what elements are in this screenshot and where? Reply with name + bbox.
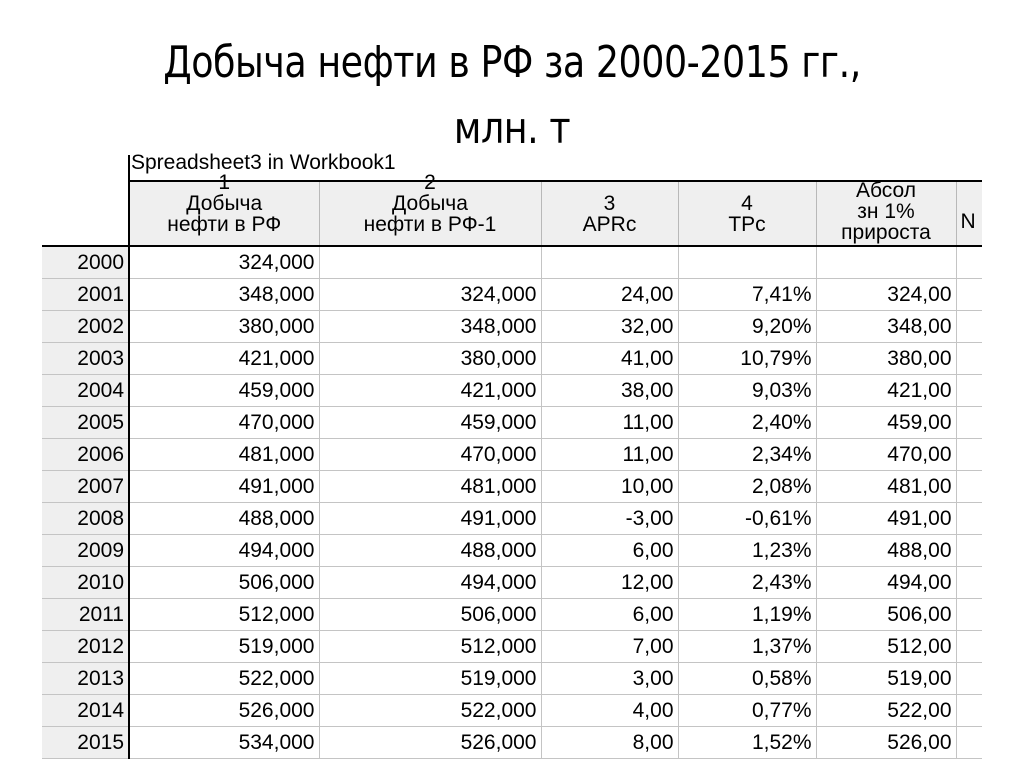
- corner-cell[interactable]: [42, 181, 129, 246]
- table-cell[interactable]: 522,000: [319, 695, 541, 727]
- slide-title: [41, 30, 983, 162]
- table-cell[interactable]: 470,000: [319, 439, 541, 471]
- table-cell-partial[interactable]: [956, 567, 982, 599]
- table-row: [42, 727, 982, 759]
- table-cell[interactable]: 324,000: [319, 279, 541, 311]
- slide-title-line1: Добыча нефти в РФ за 2000-2015 гг.,: [163, 37, 861, 88]
- table-cell[interactable]: 491,000: [319, 503, 541, 535]
- table-cell[interactable]: 9,03%: [678, 375, 816, 407]
- table-cell[interactable]: 4,00: [541, 695, 678, 727]
- table-cell[interactable]: 8,00: [541, 727, 678, 759]
- table-row: [42, 503, 982, 535]
- column-label-2: нефти в РФ: [167, 213, 282, 236]
- table-cell-partial[interactable]: [956, 727, 982, 759]
- table-row: [42, 663, 982, 695]
- row-header-year[interactable]: 2000: [42, 246, 129, 279]
- column-header[interactable]: [319, 171, 541, 246]
- table-cell-partial[interactable]: [956, 599, 982, 631]
- table-cell[interactable]: 9,20%: [678, 311, 816, 343]
- table-cell[interactable]: 459,00: [816, 407, 956, 439]
- column-header[interactable]: [541, 181, 678, 246]
- table-cell[interactable]: 348,000: [319, 311, 541, 343]
- table-cell[interactable]: 459,000: [129, 375, 319, 407]
- table-cell[interactable]: 522,000: [129, 663, 319, 695]
- row-header-year[interactable]: 2013: [42, 663, 129, 695]
- table-cell[interactable]: 380,000: [129, 311, 319, 343]
- row-header-year[interactable]: 2004: [42, 375, 129, 407]
- table-cell[interactable]: 488,000: [319, 535, 541, 567]
- table-cell[interactable]: 324,000: [129, 246, 319, 279]
- table-cell[interactable]: 324,00: [816, 279, 956, 311]
- table-row: [42, 567, 982, 599]
- row-header-year[interactable]: 2012: [42, 631, 129, 663]
- table-cell[interactable]: 494,00: [816, 567, 956, 599]
- spreadsheet-caption: Spreadsheet3 in Workbook1: [131, 151, 396, 174]
- spreadsheet-grid[interactable]: [42, 171, 982, 754]
- table-cell[interactable]: 10,79%: [678, 343, 816, 375]
- column-label: N: [960, 210, 976, 233]
- column-label-2: прироста: [841, 221, 931, 244]
- table-cell[interactable]: 522,00: [816, 695, 956, 727]
- table-cell[interactable]: 488,000: [129, 503, 319, 535]
- table-cell[interactable]: 421,000: [319, 375, 541, 407]
- table-row: [42, 599, 982, 631]
- row-header-year[interactable]: 2001: [42, 279, 129, 311]
- table-cell-partial[interactable]: [956, 503, 982, 535]
- column-number: 4: [741, 191, 753, 215]
- table-row: [42, 375, 982, 407]
- table-cell-partial[interactable]: [956, 471, 982, 503]
- table-cell[interactable]: 7,00: [541, 631, 678, 663]
- table-cell-partial[interactable]: [956, 343, 982, 375]
- table-cell[interactable]: 494,000: [129, 535, 319, 567]
- table-cell[interactable]: 488,00: [816, 535, 956, 567]
- column-header[interactable]: [678, 181, 816, 246]
- table-row: [42, 535, 982, 567]
- row-header-year[interactable]: 2008: [42, 503, 129, 535]
- table-cell[interactable]: 512,000: [319, 631, 541, 663]
- table-cell[interactable]: 470,000: [129, 407, 319, 439]
- table-cell-partial[interactable]: [956, 695, 982, 727]
- row-header-year[interactable]: 2015: [42, 727, 129, 759]
- table-cell[interactable]: 3,00: [541, 663, 678, 695]
- data-table: [42, 171, 982, 759]
- table-cell[interactable]: 6,00: [541, 535, 678, 567]
- table-row: [42, 246, 982, 279]
- row-header-year[interactable]: 2006: [42, 439, 129, 471]
- table-cell[interactable]: -0,61%: [678, 503, 816, 535]
- table-cell[interactable]: 481,000: [319, 471, 541, 503]
- table-cell[interactable]: 459,000: [319, 407, 541, 439]
- column-number: Абсол: [855, 179, 916, 202]
- table-row: [42, 279, 982, 311]
- column-label: Добыча: [186, 192, 263, 215]
- table-cell[interactable]: 1,37%: [678, 631, 816, 663]
- table-cell[interactable]: [816, 246, 956, 279]
- table-cell[interactable]: 7,41%: [678, 279, 816, 311]
- table-cell[interactable]: 534,000: [129, 727, 319, 759]
- header-row: [42, 181, 982, 246]
- column-label: зн 1%: [857, 200, 915, 223]
- column-label: Добыча: [392, 192, 468, 215]
- table-cell[interactable]: 11,00: [541, 439, 678, 471]
- table-cell[interactable]: 0,58%: [678, 663, 816, 695]
- table-cell[interactable]: 348,000: [129, 279, 319, 311]
- table-cell-partial[interactable]: [956, 535, 982, 567]
- table-cell[interactable]: 32,00: [541, 311, 678, 343]
- row-header-year[interactable]: 2009: [42, 535, 129, 567]
- column-label: APRc: [582, 212, 637, 236]
- table-cell-partial[interactable]: [956, 246, 982, 279]
- table-cell[interactable]: 24,00: [541, 279, 678, 311]
- table-cell[interactable]: 481,000: [129, 439, 319, 471]
- table-cell[interactable]: 38,00: [541, 375, 678, 407]
- table-cell[interactable]: 1,19%: [678, 599, 816, 631]
- column-number: 1: [218, 171, 231, 194]
- table-cell[interactable]: 526,000: [129, 695, 319, 727]
- table-cell[interactable]: 481,00: [816, 471, 956, 503]
- table-cell-partial[interactable]: [956, 407, 982, 439]
- table-cell[interactable]: 506,000: [129, 567, 319, 599]
- table-cell-partial[interactable]: [956, 311, 982, 343]
- table-cell[interactable]: 380,00: [816, 343, 956, 375]
- row-header-year[interactable]: 2011: [42, 599, 129, 631]
- table-cell-partial[interactable]: [956, 279, 982, 311]
- slide-title-line2: млн. т: [453, 103, 571, 154]
- column-number: 2: [424, 171, 436, 194]
- row-header-year[interactable]: 2002: [42, 311, 129, 343]
- column-label-2: нефти в РФ-1: [363, 213, 497, 236]
- row-header-year[interactable]: 2010: [42, 567, 129, 599]
- table-cell[interactable]: 2,40%: [678, 407, 816, 439]
- column-number: 3: [603, 191, 616, 215]
- table-cell[interactable]: 491,000: [129, 471, 319, 503]
- table-cell[interactable]: 2,43%: [678, 567, 816, 599]
- table-row: [42, 311, 982, 343]
- table-cell[interactable]: 506,000: [319, 599, 541, 631]
- column-header[interactable]: [956, 181, 982, 246]
- table-cell[interactable]: -3,00: [541, 503, 678, 535]
- table-cell[interactable]: 512,000: [129, 599, 319, 631]
- table-cell[interactable]: [541, 246, 678, 279]
- table-row: [42, 439, 982, 471]
- table-row: [42, 631, 982, 663]
- table-cell[interactable]: 11,00: [541, 407, 678, 439]
- table-cell[interactable]: 519,00: [816, 663, 956, 695]
- table-cell[interactable]: 421,000: [129, 343, 319, 375]
- row-header-year[interactable]: 2007: [42, 471, 129, 503]
- table-cell[interactable]: 1,23%: [678, 535, 816, 567]
- table-cell[interactable]: 12,00: [541, 567, 678, 599]
- table-cell[interactable]: 519,000: [129, 631, 319, 663]
- table-cell[interactable]: [319, 246, 541, 279]
- column-label: TPc: [728, 212, 766, 236]
- table-cell[interactable]: 526,00: [816, 727, 956, 759]
- table-cell[interactable]: 506,00: [816, 599, 956, 631]
- table-cell[interactable]: 41,00: [541, 343, 678, 375]
- table-cell[interactable]: [678, 246, 816, 279]
- table-cell[interactable]: 470,00: [816, 439, 956, 471]
- table-cell[interactable]: 421,00: [816, 375, 956, 407]
- table-cell[interactable]: 348,00: [816, 311, 956, 343]
- table-cell-partial[interactable]: [956, 663, 982, 695]
- table-cell-partial[interactable]: [956, 631, 982, 663]
- table-row: [42, 407, 982, 439]
- row-header-year[interactable]: 2005: [42, 407, 129, 439]
- table-cell[interactable]: 526,000: [319, 727, 541, 759]
- table-cell[interactable]: 491,00: [816, 503, 956, 535]
- table-cell[interactable]: 6,00: [541, 599, 678, 631]
- column-header[interactable]: [816, 181, 956, 246]
- table-cell[interactable]: 2,08%: [678, 471, 816, 503]
- table-cell[interactable]: 1,52%: [678, 727, 816, 759]
- table-row: [42, 343, 982, 375]
- row-header-year[interactable]: 2003: [42, 343, 129, 375]
- row-header-year[interactable]: 2014: [42, 695, 129, 727]
- table-cell[interactable]: 380,000: [319, 343, 541, 375]
- table-cell-partial[interactable]: [956, 439, 982, 471]
- table-row: [42, 471, 982, 503]
- table-cell[interactable]: 494,000: [319, 567, 541, 599]
- column-header[interactable]: [129, 171, 319, 246]
- table-cell[interactable]: 0,77%: [678, 695, 816, 727]
- table-row: [42, 695, 982, 727]
- table-cell-partial[interactable]: [956, 375, 982, 407]
- table-cell[interactable]: 10,00: [541, 471, 678, 503]
- table-cell[interactable]: 512,00: [816, 631, 956, 663]
- table-cell[interactable]: 519,000: [319, 663, 541, 695]
- table-cell[interactable]: 2,34%: [678, 439, 816, 471]
